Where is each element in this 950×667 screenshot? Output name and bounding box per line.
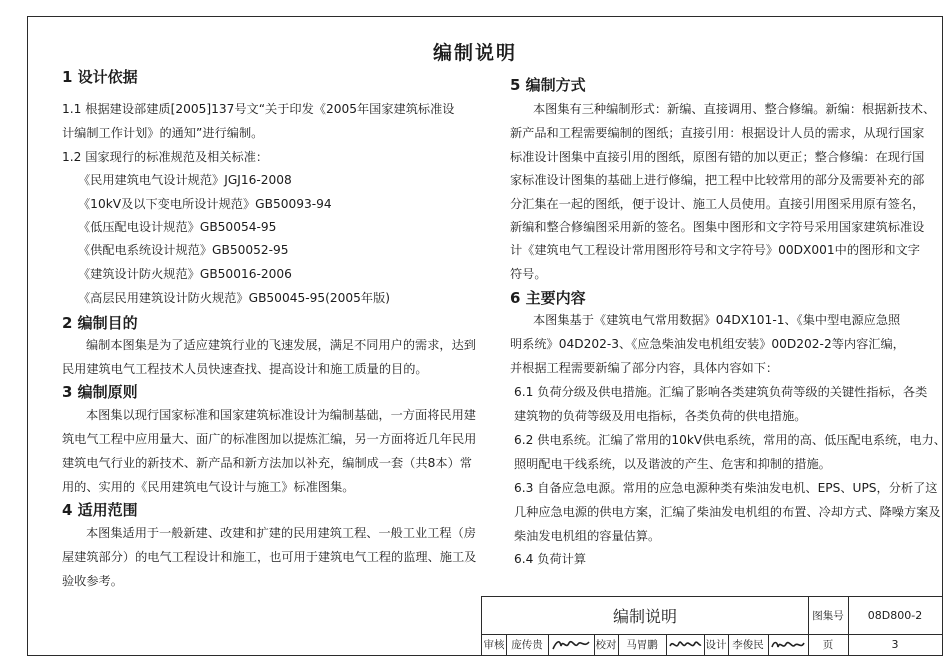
text-line: 标准设计图集中直接引用的图纸，原图有错的加以更正；整合修编：在现行国 xyxy=(510,150,925,164)
text-line: 本图集有三种编制形式：新编、直接调用、整合修编。新编：根据新技术、 xyxy=(533,102,936,116)
section-heading-2: 2 编制目的 xyxy=(62,314,138,332)
atlas-no: 08D800-2 xyxy=(867,609,923,622)
text-line: 本图集适用于一般新建、改建和扩建的民用建筑工程、一般工业工程（房 xyxy=(86,526,476,540)
review-label: 审核 xyxy=(483,639,505,651)
title-block-title: 编制说明 xyxy=(612,607,677,626)
check-label: 校对 xyxy=(595,639,617,651)
text-line: 明系统》04D202-3、《应急柴油发电机组安装》00D202-2等内容汇编， xyxy=(510,337,905,351)
design-label: 设计 xyxy=(705,639,727,651)
section-heading-3: 3 编制原则 xyxy=(62,383,138,401)
text-line: 1.2 国家现行的标准规范及相关标准： xyxy=(62,150,269,164)
text-line: 筑电气工程中应用量大、面广的标准图加以提炼汇编，另一方面将近几年民用 xyxy=(62,432,477,446)
reviewer-name: 庞传贵 xyxy=(511,639,543,651)
text-line: 民用建筑电气工程技术人员快速查找、提高设计和施工质量的目的。 xyxy=(62,362,428,376)
checker-name: 马胃鹏 xyxy=(626,639,658,651)
checker-signature xyxy=(666,634,704,655)
standard-item: 《低压配电设计规范》GB50054-95 xyxy=(78,220,277,234)
text-line: 建筑物的负荷等级及用电指标，各类负荷的供电措施。 xyxy=(514,409,807,423)
reviewer-signature xyxy=(548,634,594,655)
text-line: 用的、实用的《民用建筑电气设计与施工》标准图集。 xyxy=(62,480,355,494)
standard-item: 《供配电系统设计规范》GB50052-95 xyxy=(78,243,289,257)
section-heading-1: 1 设计依据 xyxy=(62,68,138,86)
text-line: 并根据工程需要新编了部分内容，具体内容如下： xyxy=(510,361,779,375)
standard-item: 《10kV及以下变电所设计规范》GB50093-94 xyxy=(78,197,332,211)
atlas-no-label: 图集号 xyxy=(812,610,844,622)
designer-name: 李俊民 xyxy=(732,639,764,651)
text-line: 6.3 自备应急电源。常用的应急电源种类有柴油发电机、EPS、UPS，分析了这 xyxy=(514,481,938,495)
text-line: 6.1 负荷分级及供电措施。汇编了影响各类建筑负荷等级的关键性指标，各类 xyxy=(514,385,928,399)
text-line: 符号。 xyxy=(510,267,547,281)
text-line: 6.2 供电系统。汇编了常用的10kV供电系统，常用的高、低压配电系统，电力、 xyxy=(514,433,946,447)
title-block xyxy=(481,596,943,656)
text-line: 1.1 根据建设部建质[2005]137号文“关于印发《2005年国家建筑标准设 xyxy=(62,102,455,116)
text-line: 柴油发电机组的容量估算。 xyxy=(514,529,661,543)
standard-item: 《建筑设计防火规范》GB50016-2006 xyxy=(78,267,292,281)
page-label: 页 xyxy=(822,639,834,651)
standard-item: 《民用建筑电气设计规范》JGJ16-2008 xyxy=(78,173,292,187)
standard-item: 《高层民用建筑设计防火规范》GB50045-95(2005年版) xyxy=(78,291,391,305)
text-line: 家标准设计图集的基础上进行修编，把工程中比较常用的部分及需要补充的部 xyxy=(510,173,925,187)
text-line: 本图集基于《建筑电气常用数据》04DX101-1、《集中型电源应急照 xyxy=(533,313,901,327)
text-line: 验收参考。 xyxy=(62,574,123,588)
text-line: 分汇集在一起的图纸，便于设计、施工人员使用。直接引用图采用原有签名， xyxy=(510,197,925,211)
section-heading-5: 5 编制方式 xyxy=(510,76,586,94)
text-line: 屋建筑部分）的电气工程设计和施工，也可用于建筑电气工程的监理、施工及 xyxy=(62,550,477,564)
text-line: 6.4 负荷计算 xyxy=(514,552,587,566)
text-line: 编制本图集是为了适应建筑行业的飞速发展，满足不同用户的需求，达到 xyxy=(86,338,476,352)
section-heading-6: 6 主要内容 xyxy=(510,289,586,307)
section-heading-4: 4 适用范围 xyxy=(62,501,138,519)
designer-signature xyxy=(768,634,808,655)
text-line: 新编和整合修编图采用新的签名。图集中图形和文字符号采用国家建筑标准设 xyxy=(510,220,925,234)
text-line: 几种应急电源的供电方案，汇编了柴油发电机组的布置、冷却方式、降噪方案及 xyxy=(514,505,941,519)
text-line: 照明配电干线系统，以及谐波的产生、危害和抑制的措施。 xyxy=(514,457,831,471)
page-title: 编制说明 xyxy=(432,42,517,64)
page-number: 3 xyxy=(891,638,899,651)
text-line: 建筑电气行业的新技术、新产品和新方法加以补充，编制成一套（共8本）常 xyxy=(62,456,472,470)
text-line: 计编制工作计划》的通知”进行编制。 xyxy=(62,126,264,140)
text-line: 计《建筑电气工程设计常用图形符号和文字符号》00DX001中的图形和文字 xyxy=(510,243,920,257)
text-line: 本图集以现行国家标准和国家建筑标准设计为编制基础，一方面将民用建 xyxy=(86,408,476,422)
text-line: 新产品和工程需要编制的图纸；直接引用：根据设计人员的需求，从现行国家 xyxy=(510,126,925,140)
